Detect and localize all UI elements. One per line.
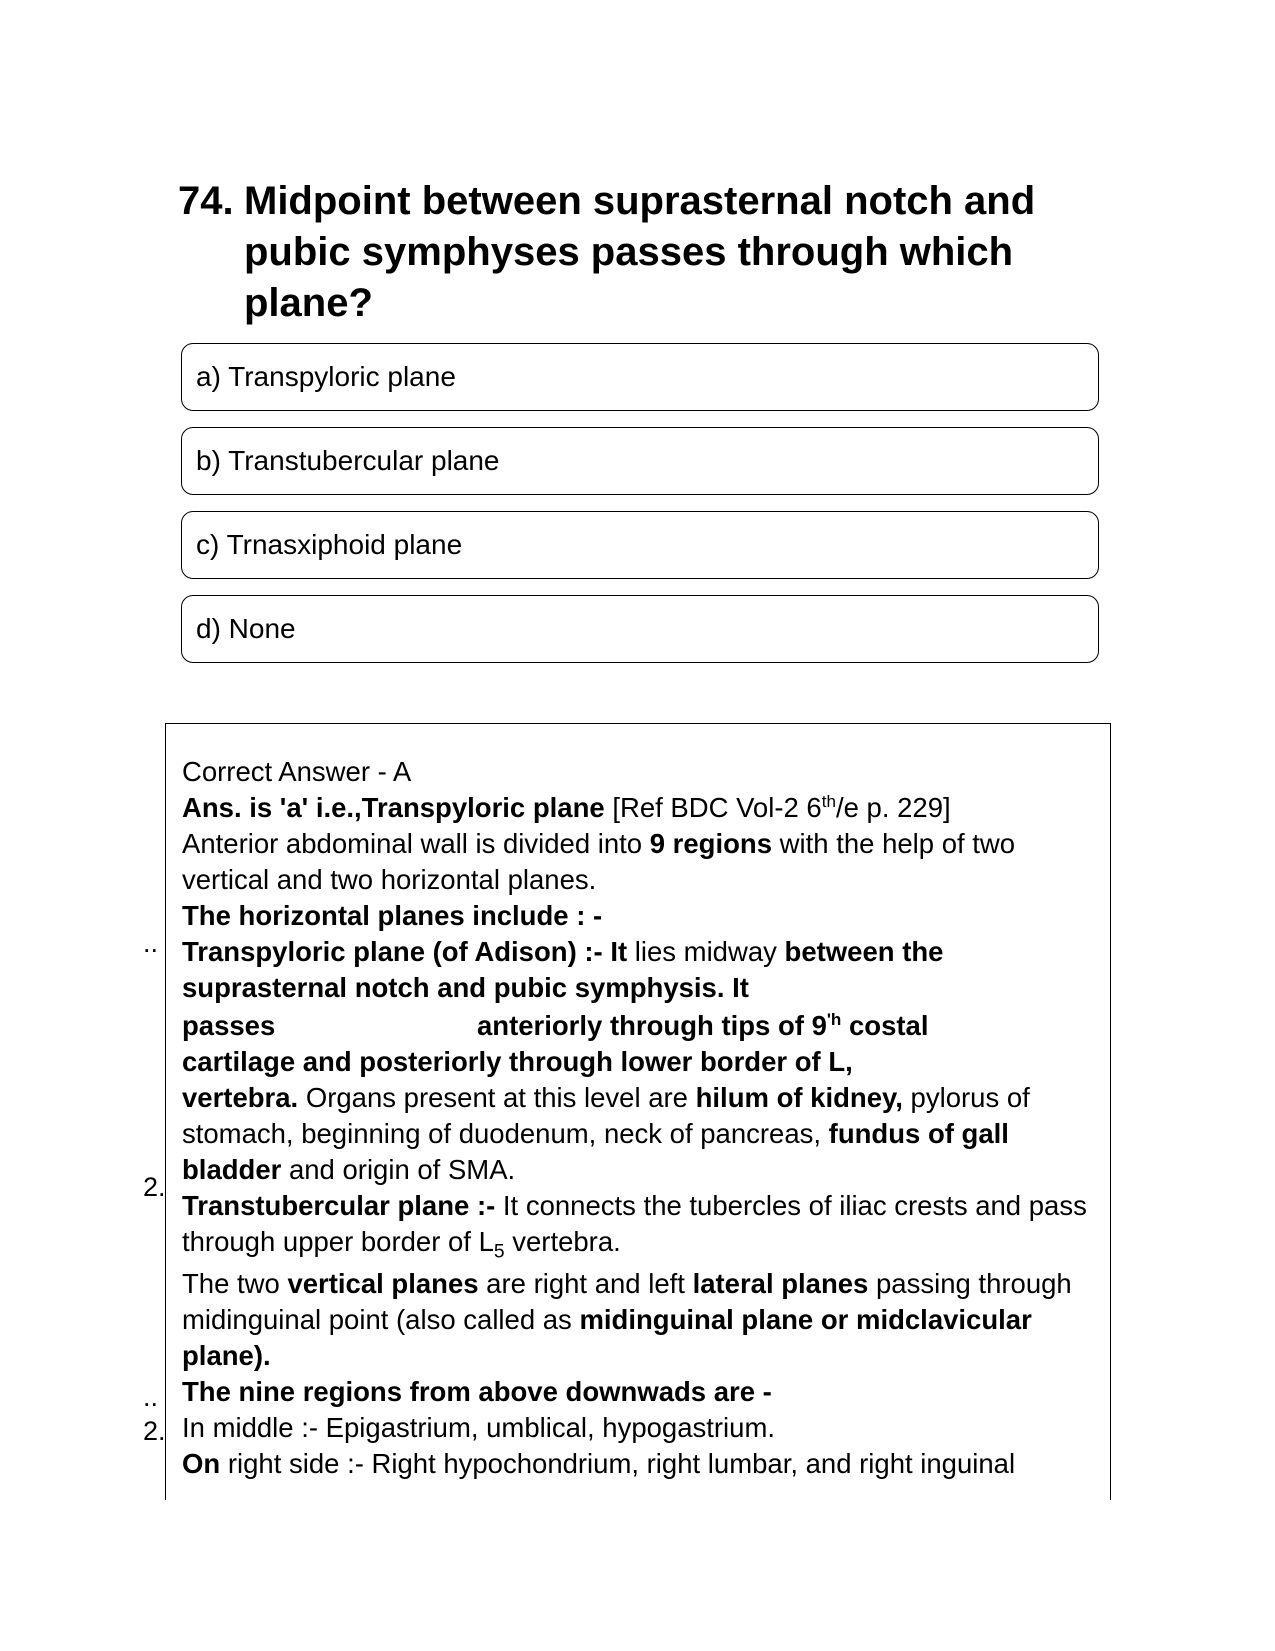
reference-sup: th xyxy=(821,791,836,811)
heading-nine-regions xyxy=(182,1374,1102,1410)
answer-bold: Ans. is 'a' i.e.,Transpyloric plane xyxy=(182,792,605,823)
answer-line xyxy=(182,790,1102,826)
text: and origin of SMA. xyxy=(281,1154,516,1185)
text-bold: Transpyloric plane (of Adison) :- It xyxy=(182,936,628,967)
text-bold: On xyxy=(182,1448,221,1479)
list-marker-1: .. xyxy=(143,928,159,958)
text-bold: vertical planes xyxy=(287,1268,479,1299)
heading-horizontal xyxy=(182,898,1102,934)
text-bold: passes xyxy=(182,1010,276,1041)
text: Organs present at this level are xyxy=(298,1082,696,1113)
list-marker-2: 2. xyxy=(143,1172,166,1202)
heading-text: The horizontal planes include : - xyxy=(182,900,603,931)
sub: 5 xyxy=(493,1241,505,1263)
passes-line xyxy=(182,1008,1102,1044)
text: pylorus of stomach, beginning of duodenum, neck of pancreas, xyxy=(182,1082,1030,1149)
heading-text: The nine regions from above downwads are - xyxy=(182,1376,772,1407)
vertebra-line xyxy=(182,1080,1102,1188)
paragraph-regions xyxy=(182,826,1102,898)
text-bold: vertebra. xyxy=(182,1082,299,1113)
text: are right and left xyxy=(478,1268,693,1299)
text: lies midway xyxy=(627,936,785,967)
list-marker-3: .. xyxy=(143,1382,159,1412)
question-number: 74. xyxy=(178,179,234,223)
text-bold: cartilage and posteriorly through lower border of L, xyxy=(182,1046,853,1077)
text: It connects the tubercles of iliac crests and pass through upper border of L xyxy=(182,1190,1087,1257)
text-bold: Transtubercular plane :- xyxy=(182,1190,496,1221)
middle-item: In middle :- Epigastrium, umblical, hypogastrium. xyxy=(182,1412,776,1443)
text-bold: anteriorly through tips of 9 xyxy=(477,1010,827,1041)
option-c[interactable]: c) Trnasxiphoid plane xyxy=(181,511,1099,579)
text: with the help of two vertical and two horizontal planes. xyxy=(182,828,1016,895)
correct-answer: Correct Answer - A xyxy=(182,756,412,787)
right-side-item xyxy=(182,1446,1102,1482)
option-d[interactable]: d) None xyxy=(181,595,1099,663)
transpyloric-item xyxy=(182,934,1102,1006)
text-bold: fundus of gall bladder xyxy=(182,1118,1009,1185)
text-bold: midinguinal plane or midclavicular plane). xyxy=(182,1304,1032,1371)
text: The two xyxy=(182,1268,288,1299)
answer-explanation xyxy=(182,754,1102,1482)
text-bold xyxy=(477,1008,928,1044)
list-marker-4: 2. xyxy=(143,1416,166,1446)
text-bold: hilum of kidney, xyxy=(695,1082,903,1113)
transtubercular-item xyxy=(182,1188,1102,1263)
text-bold: 9 regions xyxy=(649,828,773,859)
text: vertebra. xyxy=(504,1226,621,1257)
reference: [Ref BDC Vol-2 6 xyxy=(612,792,822,823)
text: right side :- Right hypochondrium, right lumbar, and right inguinal xyxy=(220,1448,1016,1479)
text: Anterior abdominal wall is divided into xyxy=(182,828,650,859)
text-bold: lateral planes xyxy=(692,1268,869,1299)
question-text: Midpoint between suprasternal notch and pubic symphyses passes through which plane? xyxy=(244,179,1036,325)
option-b[interactable]: b) Transtubercular plane xyxy=(181,427,1099,495)
cartilage-line xyxy=(182,1044,1102,1080)
text: passing through midinguinal point (also called as xyxy=(182,1268,1072,1335)
reference-end: /e p. 229] xyxy=(835,792,951,823)
sup: 'h xyxy=(826,1009,842,1029)
option-a[interactable]: a) Transpyloric plane xyxy=(181,343,1099,411)
vertical-planes-paragraph xyxy=(182,1266,1102,1374)
text-bold: between the suprasternal notch and pubic symphysis. It xyxy=(182,936,944,1003)
text-bold: costal xyxy=(841,1010,929,1041)
